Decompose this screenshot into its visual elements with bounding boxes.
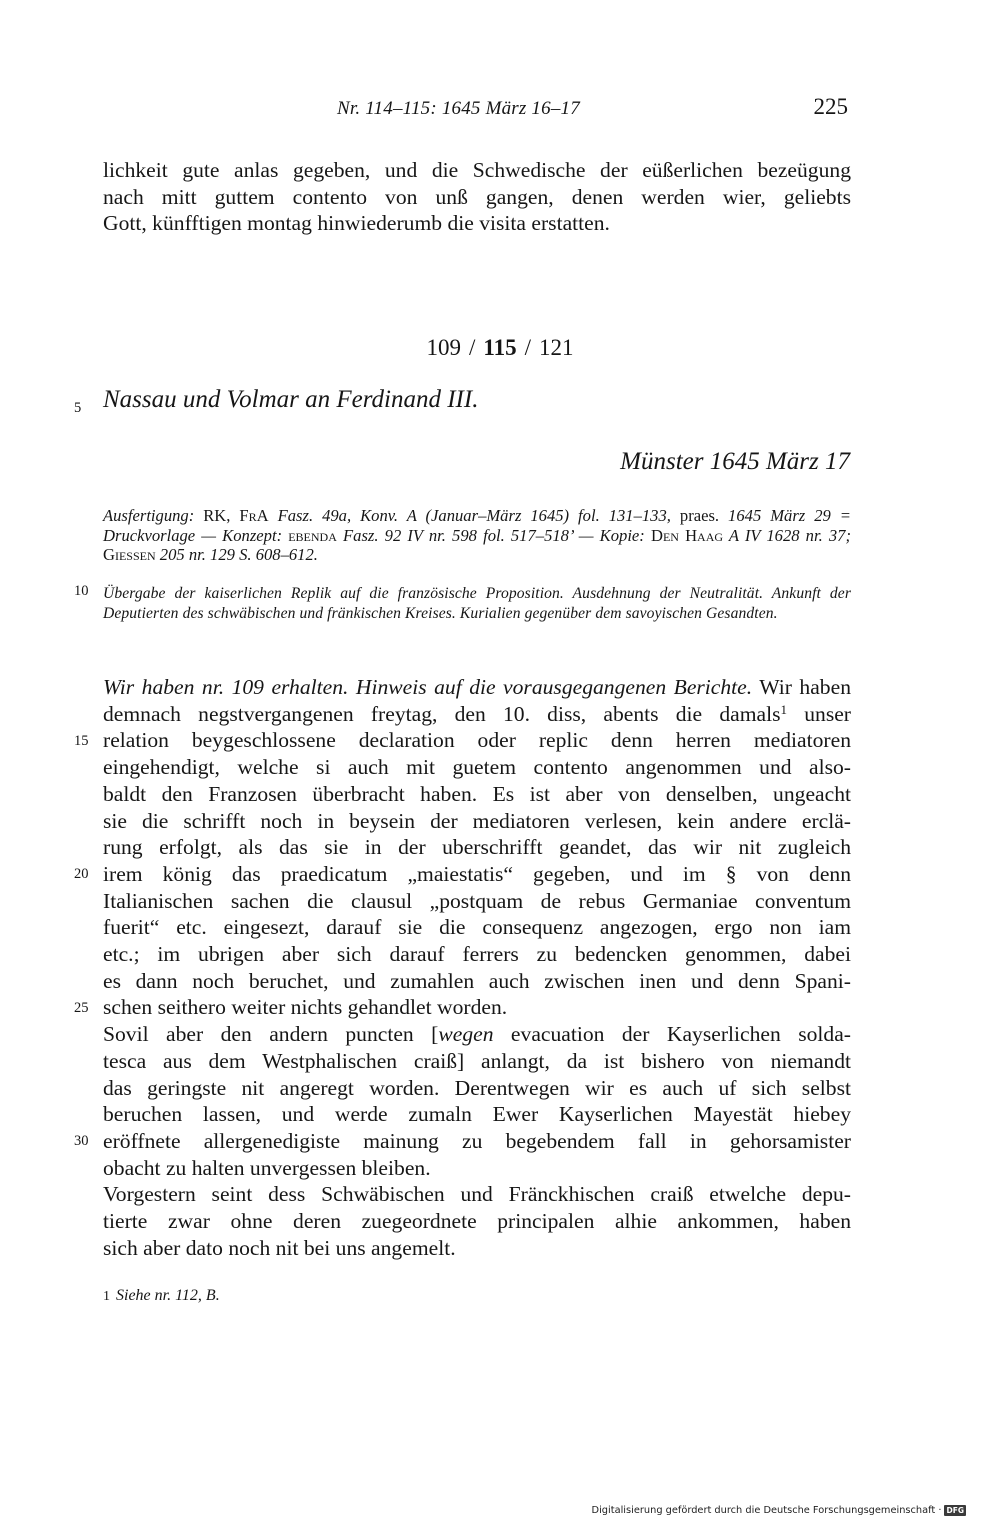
apparatus-part: Den Haag <box>644 525 724 545</box>
text-line: lichkeit gute anlas gegeben, und die Schwedische der eüßerlichen bezeügung <box>103 158 851 182</box>
document-summary: Übergabe der kaiserlichen Replik auf die französische Proposition. Ausdehnung der Neutralität. Ankunft der Deputierten des schwäbischen und fränkischen Kreises. Kurialien gegenüber dem savoyischen Gesandten. <box>103 585 851 622</box>
text-line: fuerit“ etc. eingesezt, darauf sie die consequenz angezogen, ergo non iam <box>103 915 851 940</box>
text-line: es dann noch beruchet, und zumahlen auch zwischen inen und denn Spani- <box>103 968 851 993</box>
next-document-link[interactable]: 121 <box>539 335 574 360</box>
text-line: baldt den Franzosen überbracht haben. Es ist aber von denselben, ungeacht <box>103 781 851 806</box>
text-line: tierte zwar ohne deren zuegeordnete principalen alhie ankommen, haben <box>103 1209 851 1234</box>
apparatus-part: ebenda <box>282 525 337 545</box>
text-line: relation beygeschlossene declaration oder replic denn herren mediatoren <box>103 728 851 753</box>
text-span: demnach negstvergangenen freytag, den 10. diss, abents die damals <box>103 701 781 726</box>
line-number: 15 <box>74 733 89 749</box>
continuation-paragraph <box>103 157 851 237</box>
text-line: Vorgestern seint dess Schwäbischen und Fränckhischen craiß etwelche depu- <box>103 1182 851 1207</box>
text-line: sich aber dato noch nit bei uns angemelt. <box>103 1235 456 1260</box>
text-line: obacht zu halten unvergessen bleiben. <box>103 1155 431 1180</box>
apparatus-part: RK, <box>194 506 240 525</box>
document-addressee: Nassau und Volmar an Ferdinand III. <box>103 386 479 413</box>
text-span: Wir haben <box>752 675 851 699</box>
text-line <box>103 674 851 701</box>
footnote-marker[interactable]: 1 <box>780 701 788 717</box>
apparatus-part: Ausfertigung: <box>103 506 195 525</box>
dfg-logo: DFG <box>946 1506 964 1515</box>
ref-separator: / <box>524 335 531 360</box>
source-apparatus <box>103 506 851 565</box>
text-line: eingehendigt, welche si auch mit guetem contento angenommen und also- <box>103 755 851 780</box>
text-line: eröffnete allergenedigiste mainung zu begebendem fall in gehorsamister <box>103 1128 851 1153</box>
text-span: Sovil aber den andern puncten [ <box>103 1022 439 1047</box>
footnote-text: Siehe nr. 112, B. <box>116 1287 220 1304</box>
apparatus-part: praes. <box>670 506 729 525</box>
text-span: unser <box>787 701 851 726</box>
footnote <box>103 1287 220 1305</box>
text-line: tesca aus dem Westphalischen craiß] anlangt, da ist bishero von niemandt <box>103 1048 851 1073</box>
running-head: Nr. 114–115: 1645 März 16–17 <box>337 98 580 119</box>
text-line: rung erfolgt, als das sie in der uberschrifft geandet, das wir nit zugleich <box>103 835 851 860</box>
apparatus-part: Fasz. 49a, Konv. A (Januar–März 1645) fol. 131–133, <box>268 506 671 525</box>
apparatus-part: 205 nr. 129 S. 608–612. <box>155 545 318 565</box>
text-line <box>103 701 851 728</box>
line-number: 10 <box>74 583 89 599</box>
text-line: sie die schrifft noch in beysein der mediatoren verlesen, kein andere erclä- <box>103 808 851 833</box>
previous-document-link[interactable]: 109 <box>426 335 461 360</box>
line-number: 30 <box>74 1133 89 1149</box>
footnote-number: 1 <box>103 1289 110 1304</box>
ref-separator: / <box>468 335 476 360</box>
line-number: 5 <box>74 400 82 416</box>
text-line: Gott, künfftigen montag hinwiederumb die visita erstatten. <box>103 211 610 236</box>
text-line: irem könig das praedicatum „maiestatis“ gegeben, und im § von denn <box>103 861 851 886</box>
apparatus-part: FrA <box>239 506 269 525</box>
page-number: 225 <box>813 94 848 119</box>
text-line: beruchen lassen, und werde zumaln Ewer Kayserlichen Mayestät hiebey <box>103 1102 851 1127</box>
text-line: Italianischen sachen die clausul „postquam de rebus Germaniae conventum <box>103 888 851 913</box>
document-cross-references <box>0 335 1000 361</box>
page-header <box>103 94 848 128</box>
apparatus-part: Giessen <box>103 545 156 565</box>
text-line: etc.; im ubrigen aber sich darauf ferrers zu bedencken genommen, dabei <box>103 942 851 967</box>
current-document-number: 115 <box>483 335 517 360</box>
apparatus-part: A IV 1628 nr. 37; <box>723 525 851 545</box>
digitization-credit <box>592 1505 966 1516</box>
line-number: 20 <box>74 866 89 882</box>
text-span: evacuation der Kayserlichen solda- <box>493 1022 851 1047</box>
editorial-italic: wegen <box>438 1022 494 1047</box>
summary-italic: Wir haben nr. 109 erhalten. Hinweis auf die vorausgegangenen Berichte. <box>103 675 753 699</box>
main-text <box>103 674 851 1261</box>
line-number: 25 <box>74 1000 89 1016</box>
apparatus-part: 1645 März 29 = Druckvorlage — Konzept: <box>103 506 851 545</box>
apparatus-part: Fasz. 92 IV nr. 598 fol. 517–518’ — Kopie: <box>336 525 645 545</box>
text-line: nach mitt guttem contento von unß gangen, denen werden wier, geliebts <box>103 184 851 209</box>
document-place-date: Münster 1645 März 17 <box>620 448 850 475</box>
text-line <box>103 1021 851 1048</box>
text-line: das geringste nit angeregt worden. Derentwegen wir es auch uf sich selbst <box>103 1075 851 1100</box>
text-line: schen seithero weiter nichts gehandlet worden. <box>103 995 508 1020</box>
credit-text: Digitalisierung gefördert durch die Deutsche Forschungsgemeinschaft · <box>591 1505 942 1516</box>
